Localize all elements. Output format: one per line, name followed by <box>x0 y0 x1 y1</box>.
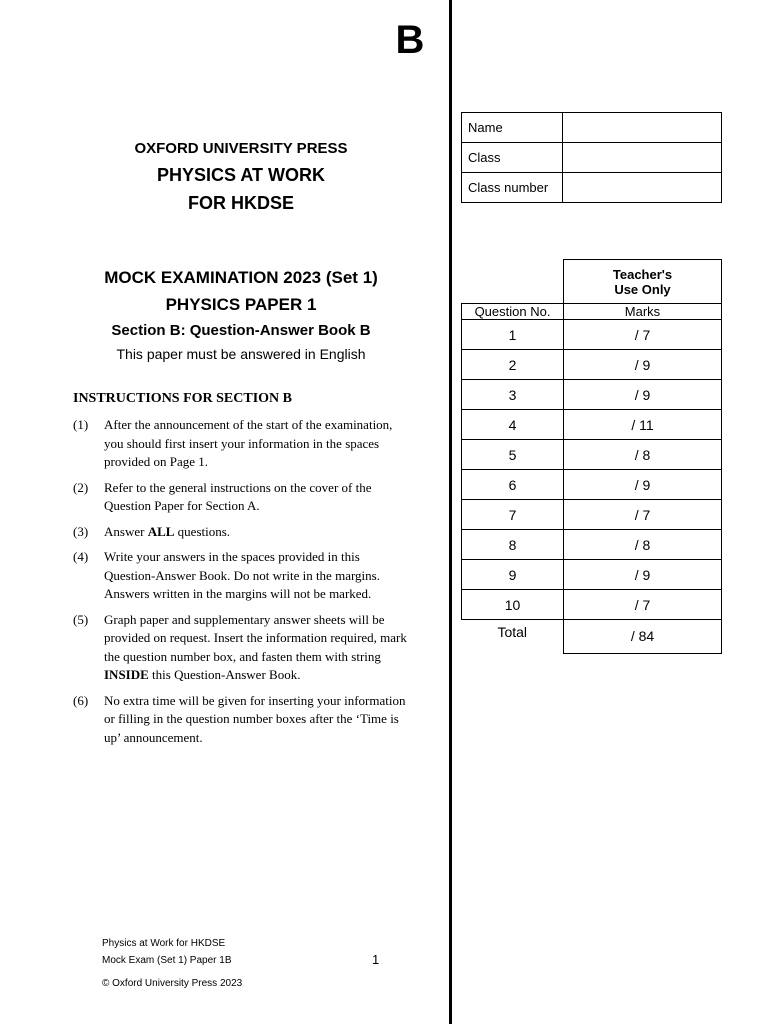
instruction-number: (3) <box>73 523 89 539</box>
question-number: 10 <box>462 590 564 620</box>
instruction-item <box>73 548 413 604</box>
marks-header: Marks <box>564 304 722 320</box>
table-row <box>462 410 722 440</box>
footer-exam-name: Mock Exam (Set 1) Paper 1B <box>102 955 232 966</box>
info-label: Class <box>462 143 563 173</box>
book-title-line1: PHYSICS AT WORK <box>156 165 325 185</box>
marks-cell: / 7 <box>564 590 722 620</box>
page-divider-line <box>449 0 452 1024</box>
teacher-header-line1: Teacher's <box>612 266 673 282</box>
marks-table <box>461 259 722 654</box>
instruction-number: (2) <box>73 479 89 495</box>
table-row <box>462 380 722 410</box>
instruction-item <box>73 416 413 472</box>
instruction-text-part: this Question-Answer Book. <box>148 667 301 682</box>
name-field[interactable] <box>563 113 722 143</box>
exam-title: MOCK EXAMINATION 2023 (Set 1) <box>104 268 378 287</box>
header-spacer <box>462 260 564 304</box>
question-no-header: Question No. <box>462 304 564 320</box>
table-row <box>462 500 722 530</box>
marks-cell: / 9 <box>564 350 722 380</box>
language-note: This paper must be answered in English <box>116 346 366 362</box>
table-row <box>462 530 722 560</box>
table-row <box>462 470 722 500</box>
instruction-text <box>104 523 413 542</box>
info-label: Class number <box>462 173 563 203</box>
marks-table-column-headers <box>462 304 722 320</box>
class-field[interactable] <box>563 143 722 173</box>
book-title-line2: FOR HKDSE <box>187 193 294 213</box>
marks-cell: / 9 <box>564 560 722 590</box>
table-row <box>462 350 722 380</box>
marks-cell: / 11 <box>564 410 722 440</box>
table-row <box>462 320 722 350</box>
instruction-emphasis: ALL <box>147 523 175 539</box>
instruction-item <box>73 692 413 748</box>
instruction-text-part: Graph paper and supplementary answer sheets will be provided on request. Insert the information required, mark the question number box, and fasten them with string <box>104 611 407 664</box>
total-marks: / 84 <box>564 620 722 654</box>
page-number: 1 <box>372 952 380 967</box>
paper-title: PHYSICS PAPER 1 <box>165 295 317 314</box>
instruction-item <box>73 523 413 542</box>
footer-copyright: © Oxford University Press 2023 <box>102 978 243 989</box>
table-row <box>462 560 722 590</box>
marks-cell: / 8 <box>564 440 722 470</box>
book-letter: B <box>395 18 425 62</box>
total-label: Total <box>497 624 528 640</box>
marks-cell: / 7 <box>564 500 722 530</box>
info-row-name <box>462 113 722 143</box>
publisher-name: OXFORD UNIVERSITY PRESS <box>134 140 348 157</box>
footer-book-title: Physics at Work for HKDSE <box>102 938 226 949</box>
marks-table-header <box>462 260 722 304</box>
instruction-text: After the announcement of the start of the examination, you should first insert your information in the spaces provided on Page 1. <box>104 417 393 469</box>
instruction-emphasis: INSIDE <box>104 667 149 682</box>
candidate-info-table <box>461 112 722 203</box>
marks-cell: / 8 <box>564 530 722 560</box>
question-number: 5 <box>462 440 564 470</box>
instructions-list <box>73 416 413 754</box>
marks-cell: / 9 <box>564 380 722 410</box>
class-number-field[interactable] <box>563 173 722 203</box>
instruction-text: Write your answers in the spaces provided in this Question-Answer Book. Do not write in the margins. Answers written in the margins will not be marked. <box>104 549 380 601</box>
question-number: 8 <box>462 530 564 560</box>
total-row <box>462 620 722 654</box>
question-number: 7 <box>462 500 564 530</box>
marks-cell: / 9 <box>564 470 722 500</box>
question-number: 4 <box>462 410 564 440</box>
question-number: 9 <box>462 560 564 590</box>
instruction-number: (4) <box>73 549 89 564</box>
info-row-class-number <box>462 173 722 203</box>
instruction-item <box>73 611 413 685</box>
instruction-text-part: questions. <box>174 523 231 539</box>
instruction-text <box>104 611 413 685</box>
instruction-text-part: Answer <box>104 523 148 539</box>
instruction-number: (5) <box>73 611 89 627</box>
instructions-heading: INSTRUCTIONS FOR SECTION B <box>73 391 292 406</box>
section-title: Section B: Question-Answer Book B <box>111 322 371 339</box>
instruction-number: (1) <box>73 417 89 432</box>
question-number: 3 <box>462 380 564 410</box>
info-label: Name <box>462 113 563 143</box>
instruction-number: (6) <box>73 692 89 708</box>
question-number: 2 <box>462 350 564 380</box>
table-row <box>462 440 722 470</box>
question-number: 1 <box>462 320 564 350</box>
instruction-text: Refer to the general instructions on the cover of the Question Paper for Section A. <box>104 479 372 513</box>
teacher-use-only-header <box>564 260 722 304</box>
teacher-header-line2: Use Only <box>614 281 671 297</box>
instruction-text: No extra time will be given for inserting your information or filling in the question number boxes after the ‘Time is up’ announcement. <box>104 692 406 745</box>
info-row-class <box>462 143 722 173</box>
marks-cell: / 7 <box>564 320 722 350</box>
table-row <box>462 590 722 620</box>
instruction-item <box>73 479 413 516</box>
question-number: 6 <box>462 470 564 500</box>
